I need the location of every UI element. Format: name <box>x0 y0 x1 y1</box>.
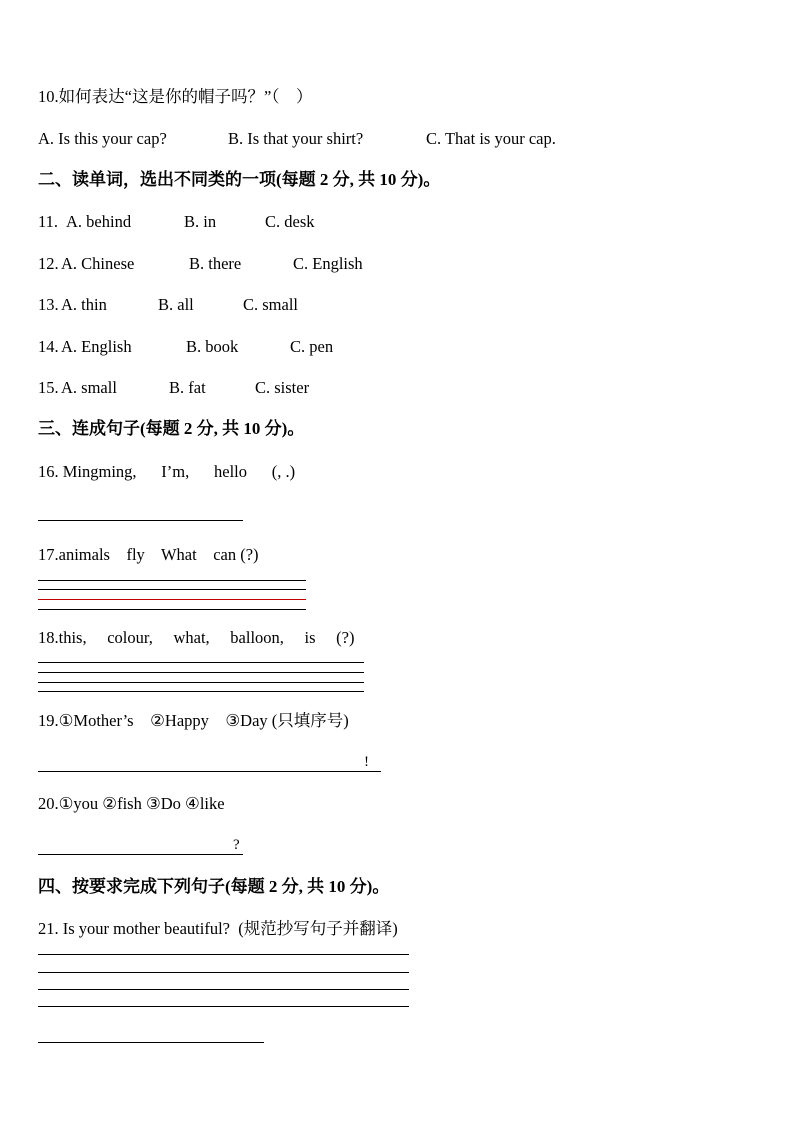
section2-heading: 二、读单词，选出不同类的一项(每题 2 分, 共 10 分)。 <box>38 170 441 189</box>
q13-option-a[interactable]: A. thin <box>61 295 107 314</box>
q19-answer-line[interactable] <box>38 771 381 772</box>
q16-prompt: 16. Mingming, I’m, hello (, .) <box>38 462 296 481</box>
q12-number: 12. <box>38 254 59 273</box>
q13-option-c[interactable]: C. small <box>243 295 299 314</box>
q10-option-b[interactable]: B. Is that your shirt? <box>228 129 364 148</box>
q12-option-b[interactable]: B. there <box>189 254 242 273</box>
q14-option-b[interactable]: B. book <box>186 337 239 356</box>
q21-writing-line-1[interactable] <box>38 954 409 955</box>
q20-question-mark: ? <box>233 837 240 853</box>
q20-answer-line[interactable] <box>38 854 243 855</box>
q21-writing-line-4[interactable] <box>38 1006 409 1007</box>
question-12 <box>38 254 638 274</box>
q21-writing-line-3[interactable] <box>38 989 409 990</box>
q16-answer-line[interactable] <box>38 520 243 521</box>
question-15 <box>38 378 638 398</box>
q17-writing-line-2[interactable] <box>38 589 306 590</box>
q18-writing-line-4[interactable] <box>38 691 364 692</box>
q11-option-a[interactable]: A. behind <box>66 212 132 231</box>
q18-writing-line-1[interactable] <box>38 662 364 663</box>
section4-heading: 四、按要求完成下列句子(每题 2 分, 共 10 分)。 <box>38 877 390 896</box>
q10-stem: 10.如何表达“这是你的帽子吗？”（ ） <box>38 87 313 106</box>
q12-option-c[interactable]: C. English <box>293 254 363 273</box>
q10-options <box>38 129 758 149</box>
q18-writing-line-3[interactable] <box>38 682 364 683</box>
q14-number: 14. <box>38 337 59 356</box>
q15-option-c[interactable]: C. sister <box>255 378 310 397</box>
q13-number: 13. <box>38 295 59 314</box>
q17-writing-line-4[interactable] <box>38 609 306 610</box>
q21-writing-line-2[interactable] <box>38 972 409 973</box>
q21-translation-line[interactable] <box>38 1042 264 1043</box>
q15-number: 15. <box>38 378 59 397</box>
question-13 <box>38 295 638 315</box>
q15-option-a[interactable]: A. small <box>61 378 117 397</box>
question-11 <box>38 212 638 232</box>
q11-option-b[interactable]: B. in <box>184 212 217 231</box>
q18-prompt: 18.this, colour, what, balloon, is (?) <box>38 628 355 647</box>
q14-option-c[interactable]: C. pen <box>290 337 334 356</box>
q11-number: 11. <box>38 212 63 231</box>
q19-exclamation-mark: ! <box>364 754 369 770</box>
q10-option-c[interactable]: C. That is your cap. <box>426 129 556 148</box>
q15-option-b[interactable]: B. fat <box>169 378 206 397</box>
section3-heading: 三、连成句子(每题 2 分, 共 10 分)。 <box>38 419 305 438</box>
q17-writing-line-1[interactable] <box>38 580 306 581</box>
q17-writing-line-3[interactable] <box>38 599 306 600</box>
q10-option-a[interactable]: A. Is this your cap? <box>38 129 167 148</box>
q13-option-b[interactable]: B. all <box>158 295 194 314</box>
q18-writing-line-2[interactable] <box>38 672 364 673</box>
question-14 <box>38 337 638 357</box>
q17-prompt: 17.animals fly What can (?) <box>38 545 259 564</box>
q19-prompt: 19.①Mother’s ②Happy ③Day (只填序号) <box>38 711 349 730</box>
q20-prompt: 20.①you ②fish ③Do ④like <box>38 794 225 813</box>
q21-prompt: 21. Is your mother beautiful? (规范抄写句子并翻译) <box>38 919 398 938</box>
q11-option-c[interactable]: C. desk <box>265 212 315 231</box>
q12-option-a[interactable]: A. Chinese <box>61 254 135 273</box>
q14-option-a[interactable]: A. English <box>61 337 132 356</box>
